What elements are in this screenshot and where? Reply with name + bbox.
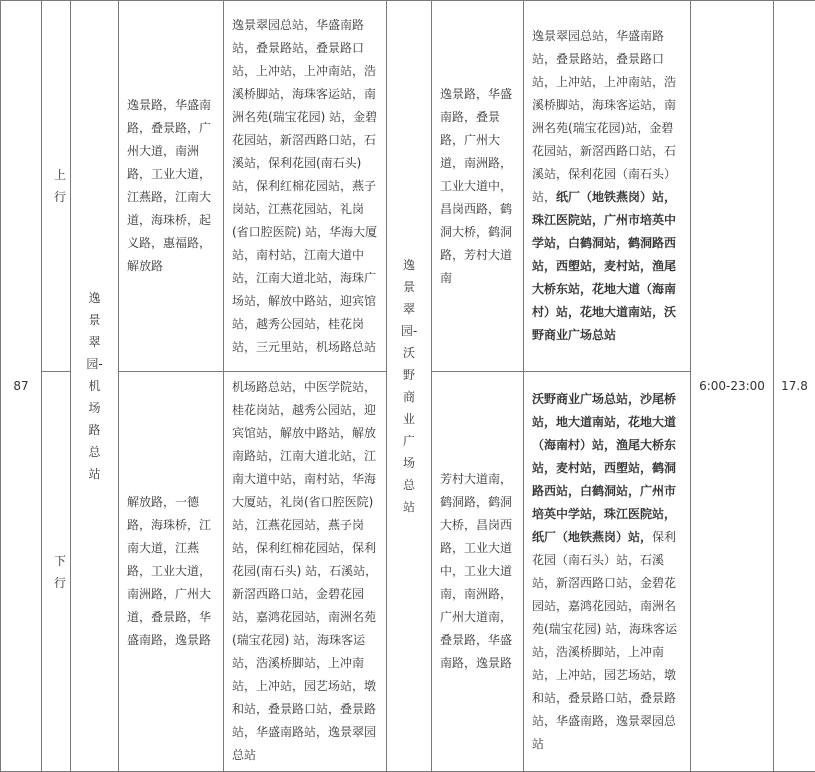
new-route-span: 逸景翠园-沃野商业广场总站 bbox=[387, 1, 432, 772]
new-down-stops bbox=[524, 372, 691, 772]
up-row bbox=[1, 1, 815, 372]
route-length: 17.8 bbox=[774, 1, 815, 772]
new-down-stops-bold: 沃野商业广场总站，沙尾桥站，地大道南站，花地大道（海南村）站，渔尾大桥东站，麦村站，西塱站，鹤洞路西站，白鹤洞站，广州市培英中学站，珠江医院站，纸厂（地铁燕岗）站， bbox=[532, 392, 676, 544]
new-down-stops-normal: 保利花园（南石头）站，石溪站，新滘西路口站，金碧花园站，嘉鸿花园站，南洲名苑(瑞宝花园) 站，海珠客运站，浩溪桥脚站，上冲南站，上冲站，园艺场站，墩和站，叠景路口站，叠景路站，华盛南路，逸景翠园总站 bbox=[532, 530, 677, 751]
down-stops: 机场路总站，中医学院站，桂花岗站，越秀公园站，迎宾馆站，解放中路站，解放南路站，江南大道北站，江南大道中站，南村站，华海大厦站，礼岗(省口腔医院) 站，江燕花园站，燕子岗站，保利红棉花园站，保利花园(南石头) 站，石溪站，新滘西路口站，金碧花园站，嘉鸿花园站，南洲名苑(瑞宝花园) 站，海珠客运站，浩溪桥脚站，上冲南站，上冲站，园艺场站，墩和站，叠景路口站，叠景路站，华盛南路站，逸景翠园总站 bbox=[224, 372, 387, 772]
direction-up: 上行 bbox=[42, 1, 71, 372]
new-up-roads: 逸景路，华盛南路，叠景路，广州大道，南洲路，工业大道中，昌岗西路，鹤洞大桥，鹤洞路，芳村大道南 bbox=[432, 1, 524, 372]
current-route-span: 逸景翠园-机场路总站 bbox=[71, 1, 119, 772]
new-down-roads: 芳村大道南，鹤洞路，鹤洞大桥，昌岗西路，工业大道中，工业大道南，南洲路，广州大道南，叠景路，华盛南路，逸景路 bbox=[432, 372, 524, 772]
new-up-stops-normal: 逸景翠园总站，华盛南路站，叠景路站，叠景路口站，上冲站，上冲南站，浩溪桥脚站，海珠客运站，南洲名苑(瑞宝花园)站，金碧花园站，新滘西路口站，石溪站，保利花园（南石头）站， bbox=[532, 29, 676, 204]
route-number: 87 bbox=[1, 1, 42, 772]
service-hours: 6:00-23:00 bbox=[691, 1, 774, 772]
up-stops: 逸景翠园总站，华盛南路站，叠景路站，叠景路口站，上冲站，上冲南站，浩溪桥脚站，海珠客运站，南洲名苑(瑞宝花园) 站，金碧花园站，新滘西路口站，石溪站，保利花园(南石头) 站，保利红棉花园站，燕子岗站，江燕花园站，礼岗(省口腔医院) 站，华海大厦站，南村站，江南大道中站，江南大道北站，海珠广场站，解放中路站，迎宾馆站，越秀公园站，桂花岗站，三元里站，机场路总站 bbox=[224, 1, 387, 372]
new-up-stops-bold: 纸厂（地铁燕岗）站，珠江医院站，广州市培英中学站，白鹤洞站，鹤洞路西站，西塱站，麦村站，渔尾大桥东站，花地大道（海南村）站，花地大道南站，沃野商业广场总站 bbox=[532, 190, 676, 342]
up-roads: 逸景路，华盛南路，叠景路，广州大道，南洲路，工业大道，江燕路，江南大道，海珠桥，起义路，惠福路，解放路 bbox=[119, 1, 224, 372]
new-up-stops bbox=[524, 1, 691, 372]
direction-down: 下行 bbox=[42, 372, 71, 772]
down-roads: 解放路，一德路，海珠桥，江南大道，江燕路，工业大道，南洲路，广州大道，叠景路，华盛南路，逸景路 bbox=[119, 372, 224, 772]
